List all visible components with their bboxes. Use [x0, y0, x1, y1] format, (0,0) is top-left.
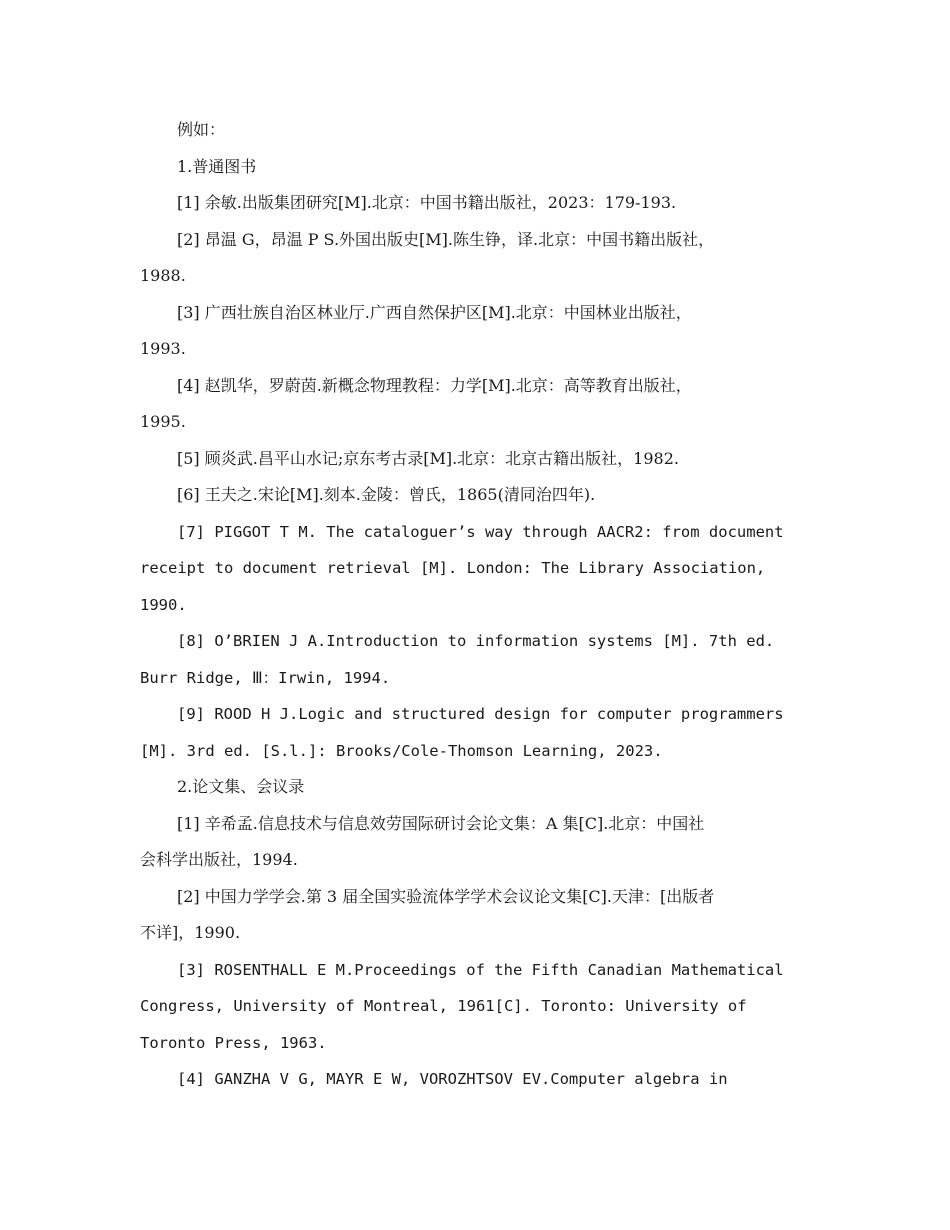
reference-item-continuation: 不详]，1990.	[140, 923, 241, 942]
reference-item-continuation: 1995.	[140, 412, 186, 431]
reference-item: [1] 辛希孟.信息技术与信息效劳国际研讨会论文集：A 集[C].北京：中国社	[177, 813, 705, 833]
reference-item: [1] 余敏.出版集团研究[M].北京：中国书籍出版社，2023：179-193.	[177, 193, 677, 212]
reference-item: [2] 昂温 G，昂温 P S.外国出版史[M].陈生铮，译.北京：中国书籍出版社，	[177, 229, 715, 249]
reference-item: [4] GANZHA V G, MAYR E W, VOROZHTSOV EV.Computer algebra in	[177, 1070, 728, 1088]
reference-item-continuation: Burr Ridge, Ⅲ：Irwin, 1994.	[140, 668, 391, 687]
reference-item-continuation: 1988.	[140, 266, 186, 285]
reference-item: [5] 顾炎武.昌平山水记;京东考古录[M].北京：北京古籍出版社，1982.	[177, 448, 679, 468]
reference-item: [3] 广西壮族自治区林业厅.广西自然保护区[M].北京：中国林业出版社，	[177, 302, 692, 322]
reference-item: [7] PIGGOT T M. The cataloguer’s way through AACR2: from document	[177, 522, 784, 541]
section-heading-books: 1.普通图书	[177, 156, 257, 176]
reference-item: [3] ROSENTHALL E M.Proceedings of the Fifth Canadian Mathematical	[177, 960, 784, 979]
reference-list-proceedings	[140, 806, 820, 1098]
reference-item: [8] O’BRIEN J A.Introduction to information systems [M]. 7th ed.	[177, 632, 775, 650]
section-heading-proceedings: 2.论文集、会议录	[177, 777, 305, 796]
reference-item: [4] 赵凯华，罗蔚茵.新概念物理教程：力学[M].北京：高等教育出版社，	[177, 375, 692, 395]
reference-item-continuation: Congress, University of Montreal, 1961[C]. Toronto: University of	[140, 997, 747, 1015]
reference-item-continuation: 1990.	[140, 595, 187, 614]
reference-list-books	[140, 185, 820, 769]
reference-item: [6] 王夫之.宋论[M].刻本.金陵：曾氏，1865(清同治四年).	[177, 485, 596, 504]
document-page	[140, 112, 820, 1098]
reference-item: [9] ROOD H J.Logic and structured design for computer programmers	[177, 705, 784, 723]
reference-item-continuation: receipt to document retrieval [M]. London: The Library Association,	[140, 559, 766, 577]
intro-text: 例如：	[177, 120, 226, 139]
reference-item-continuation: Toronto Press, 1963.	[140, 1033, 327, 1052]
reference-item-continuation: [M]. 3rd ed. [S.l.]: Brooks/Cole-Thomson Learning, 2023.	[140, 741, 663, 760]
reference-item: [2] 中国力学学会.第 3 届全国实验流体学学术会议论文集[C].天津：[出版者	[177, 886, 715, 906]
reference-item-continuation: 会科学出版社，1994.	[140, 850, 298, 869]
reference-item-continuation: 1993.	[140, 339, 186, 358]
